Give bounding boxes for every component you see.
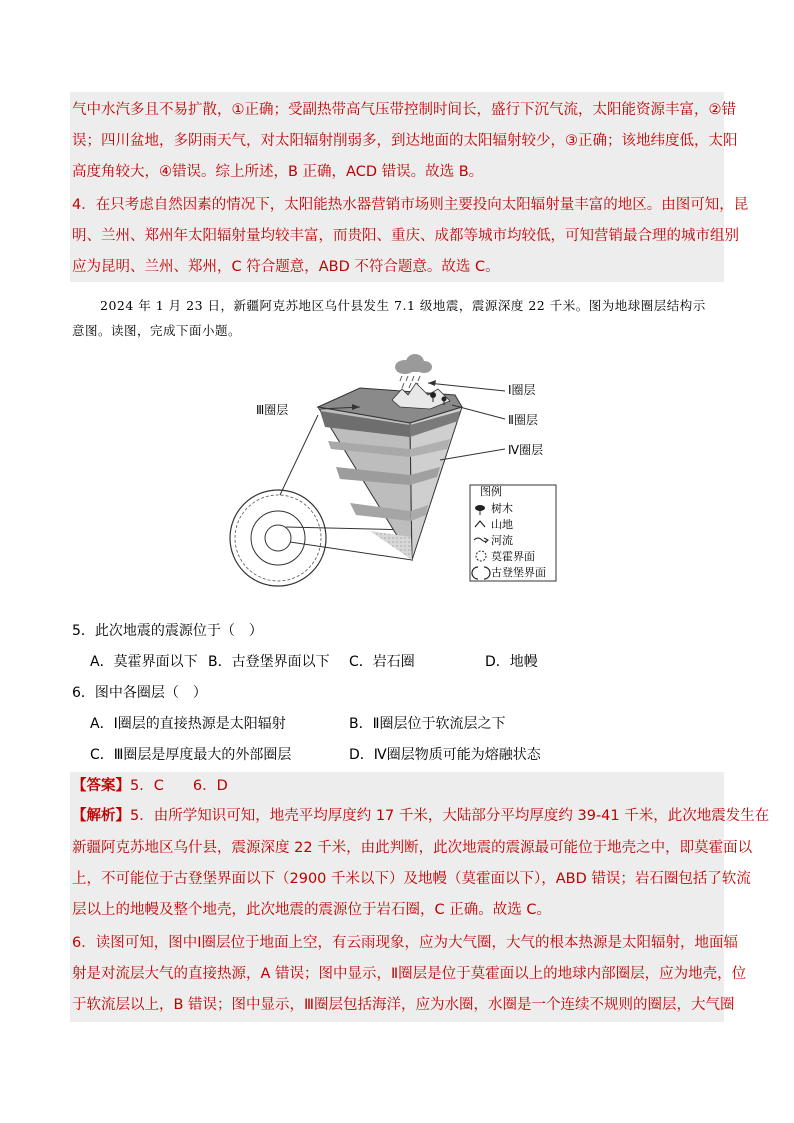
top-explanation-block <box>70 92 724 282</box>
cloud-rain-icon <box>395 354 432 388</box>
earth-sphere-diagram <box>0 345 794 645</box>
top-line-3: 高度角较大，④错误。综上所述，B 正确，ACD 错误。故选 B。 <box>72 164 484 180</box>
q6-option-d[interactable]: D．Ⅳ圈层物质可能为熔融状态 <box>349 747 541 763</box>
legend-item-moho: 莫霍界面 <box>491 550 535 563</box>
q6-option-a[interactable]: A．Ⅰ圈层的直接热源是太阳辐射 <box>90 716 286 732</box>
top-line-4: 4．在只考虑自然因素的情况下，太阳能热水器营销市场则主要投向太阳辐射量丰富的地区。由图可知，昆 <box>72 197 749 213</box>
legend-item-gutenberg: 古登堡界面 <box>491 566 546 579</box>
analysis-line-6: 射是对流层大气的直接热源，A 错误；图中显示，Ⅱ圈层是位于莫霍面以上的地球内部圈层，应为地壳，位 <box>72 966 747 982</box>
q5-option-d[interactable]: D．地幔 <box>485 654 538 670</box>
q5-option-b[interactable]: B．古登堡界面以下 <box>208 654 330 670</box>
question-5-stem: 5．此次地震的震源位于（ ） <box>72 623 263 639</box>
legend-title: 图例 <box>480 485 502 498</box>
answer-line <box>72 776 228 796</box>
label-layer-4: Ⅳ圈层 <box>508 443 544 457</box>
q6-option-c[interactable]: C．Ⅲ圈层是厚度最大的外部圈层 <box>90 747 292 763</box>
analysis-line-3: 上，不可能位于古登堡界面以下（2900 千米以下）及地幔（莫霍面以下），ABD 错误；岩石圈包括了软流 <box>72 871 751 887</box>
top-line-6: 应为昆明、兰州、郑州，C 符合题意，ABD 不符合题意。故选 C。 <box>72 259 500 275</box>
q5-option-c[interactable]: C．岩石圈 <box>349 654 415 670</box>
legend-item-tree: 树木 <box>491 502 513 515</box>
top-line-2: 误；四川盆地，多阴雨天气，对太阳辐射削弱多，到达地面的太阳辐射较少，③正确；该地纬度低，太阳 <box>72 133 738 149</box>
answer-text: 5．C 6．D <box>130 778 228 794</box>
analysis-text-1: 5．由所学知识可知，地壳平均厚度约 17 千米，大陆部分平均厚度约 39-41 千米，此次地震发生在 <box>130 808 770 824</box>
analysis-tag: 【解析】 <box>72 808 130 824</box>
earth-wedge <box>318 383 462 560</box>
q6-option-b[interactable]: B．Ⅱ圈层位于软流层之下 <box>349 716 506 732</box>
label-layer-2: Ⅱ圈层 <box>508 413 538 427</box>
top-line-1: 气中水汽多且不易扩散，①正确；受副热带高气压带控制时间长，盛行下沉气流，太阳能资源丰富，②错 <box>72 102 736 118</box>
analysis-line-4: 层以上的地幔及整个地壳，此次地震的震源位于岩石圈，C 正确。故选 C。 <box>72 902 551 918</box>
label-layer-3: Ⅲ圈层 <box>256 403 289 417</box>
question-stem-line-2: 意图。读图，完成下面小题。 <box>72 323 242 338</box>
legend-item-river: 河流 <box>491 534 513 547</box>
legend-item-mountain: 山地 <box>491 518 513 531</box>
answer-tag: 【答案】 <box>72 778 130 794</box>
question-stem-line-1: 2024 年 1 月 23 日，新疆阿克苏地区乌什县发生 7.1 级地震，震源深度 22 千米。图为地球圈层结构示 <box>100 298 706 313</box>
analysis-line-7: 于软流层以上，B 错误；图中显示，Ⅲ圈层包括海洋，应为水圈，水圈是一个连续不规则的圈层，大气圈 <box>72 997 735 1013</box>
top-line-5: 明、兰州、郑州年太阳辐射量均较丰富，而贵阳、重庆、成都等城市均较低，可知营销最合理的城市组别 <box>72 228 739 244</box>
analysis-line-1 <box>72 806 769 826</box>
label-layer-1: Ⅰ圈层 <box>508 383 536 397</box>
analysis-line-2: 新疆阿克苏地区乌什县，震源深度 22 千米，由此判断，此次地震的震源最可能位于地壳之中，即莫霍面以 <box>72 840 753 856</box>
q5-option-a[interactable]: A．莫霍界面以下 <box>90 654 198 670</box>
analysis-line-5: 6．读图可知，图中Ⅰ圈层位于地面上空，有云雨现象，应为大气圈，大气的根本热源是太阳辐射，地面辐 <box>72 935 738 951</box>
question-6-stem: 6．图中各圈层（ ） <box>72 685 207 701</box>
